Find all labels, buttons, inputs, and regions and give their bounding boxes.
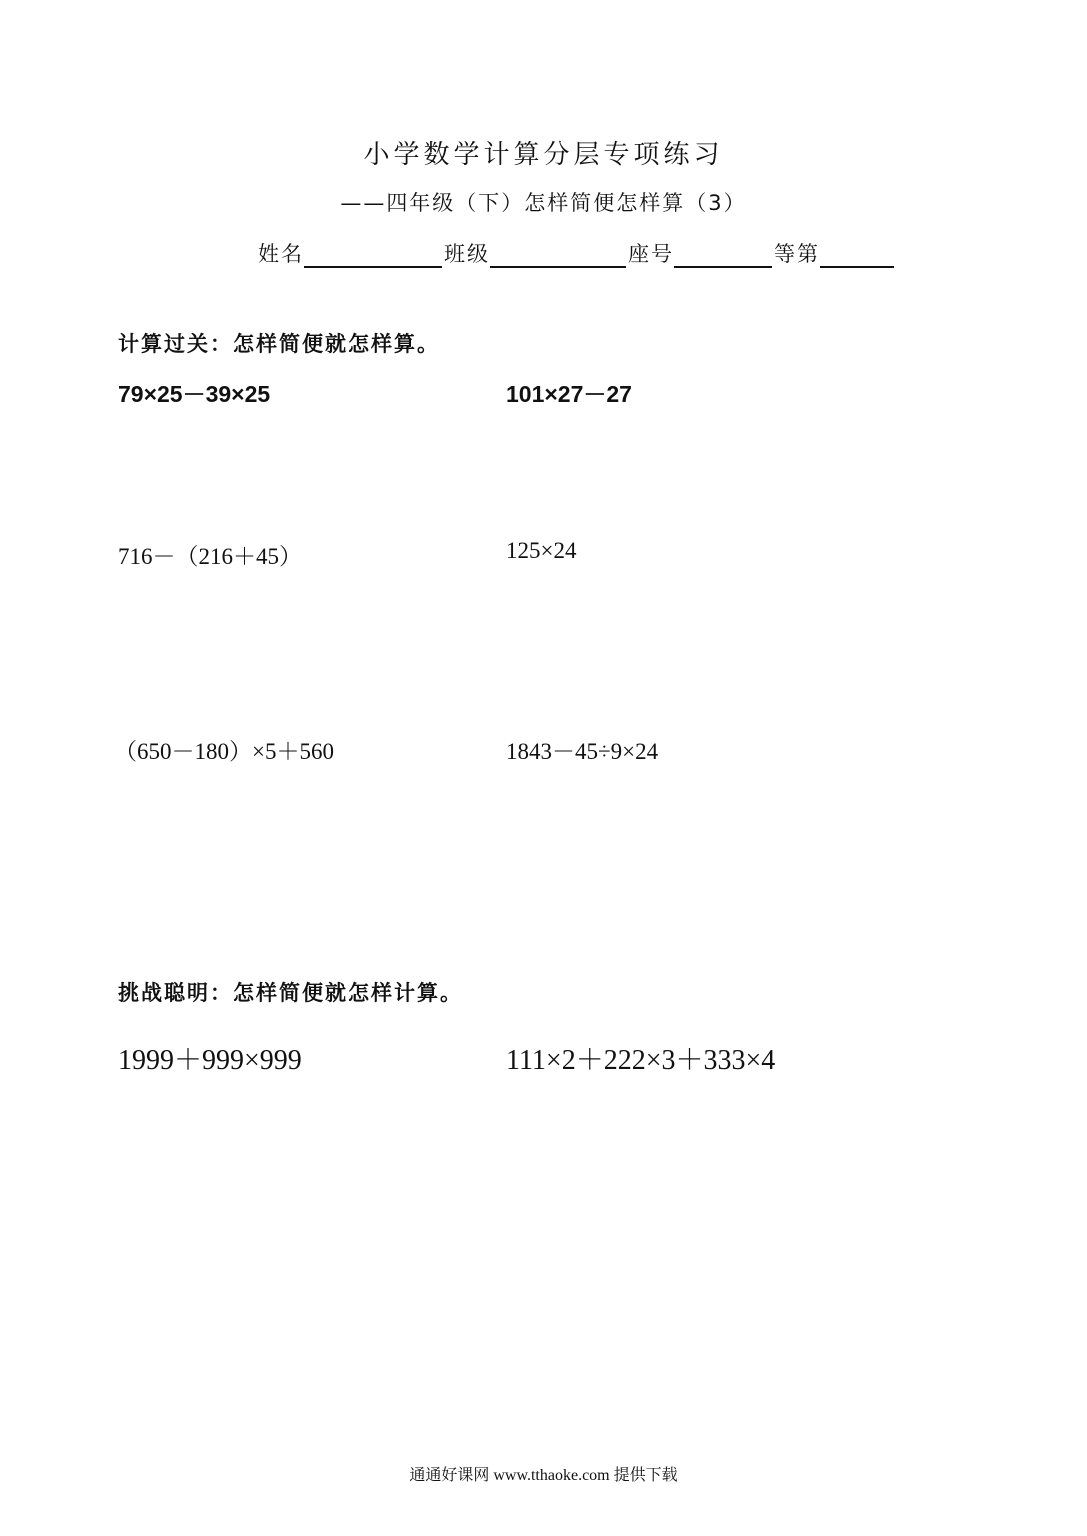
student-info-row: [258, 238, 896, 268]
grade-blank[interactable]: [820, 242, 894, 268]
worksheet-subtitle: ——四年级（下）怎样简便怎样算（3）: [340, 191, 747, 215]
section1-heading: 计算过关：怎样简便就怎样算。: [118, 332, 440, 356]
worksheet-title: 小学数学计算分层专项练习: [363, 140, 724, 170]
class-label: 班级: [444, 242, 490, 266]
problem-5: （650－180）×5＋560: [114, 739, 334, 764]
challenge-problem-2: 111×2＋222×3＋333×4: [506, 1045, 776, 1076]
grade-label: 等第: [774, 242, 820, 266]
class-blank[interactable]: [490, 242, 626, 268]
name-label: 姓名: [258, 242, 304, 266]
challenge-problem-1: 1999＋999×999: [118, 1045, 302, 1076]
name-blank[interactable]: [304, 242, 442, 268]
problem-6: 1843－45÷9×24: [506, 739, 659, 764]
problem-2: 101×27－27: [506, 381, 632, 407]
section2-heading: 挑战聪明：怎样简便就怎样计算。: [118, 981, 463, 1005]
seat-blank[interactable]: [674, 242, 772, 268]
problem-4: 125×24: [506, 538, 577, 563]
footer-source: 通通好课网 www.tthaoke.com 提供下载: [409, 1467, 678, 1484]
problem-3: 716－（216＋45）: [118, 544, 302, 569]
seat-label: 座号: [628, 242, 674, 266]
problem-1: 79×25－39×25: [118, 381, 271, 407]
